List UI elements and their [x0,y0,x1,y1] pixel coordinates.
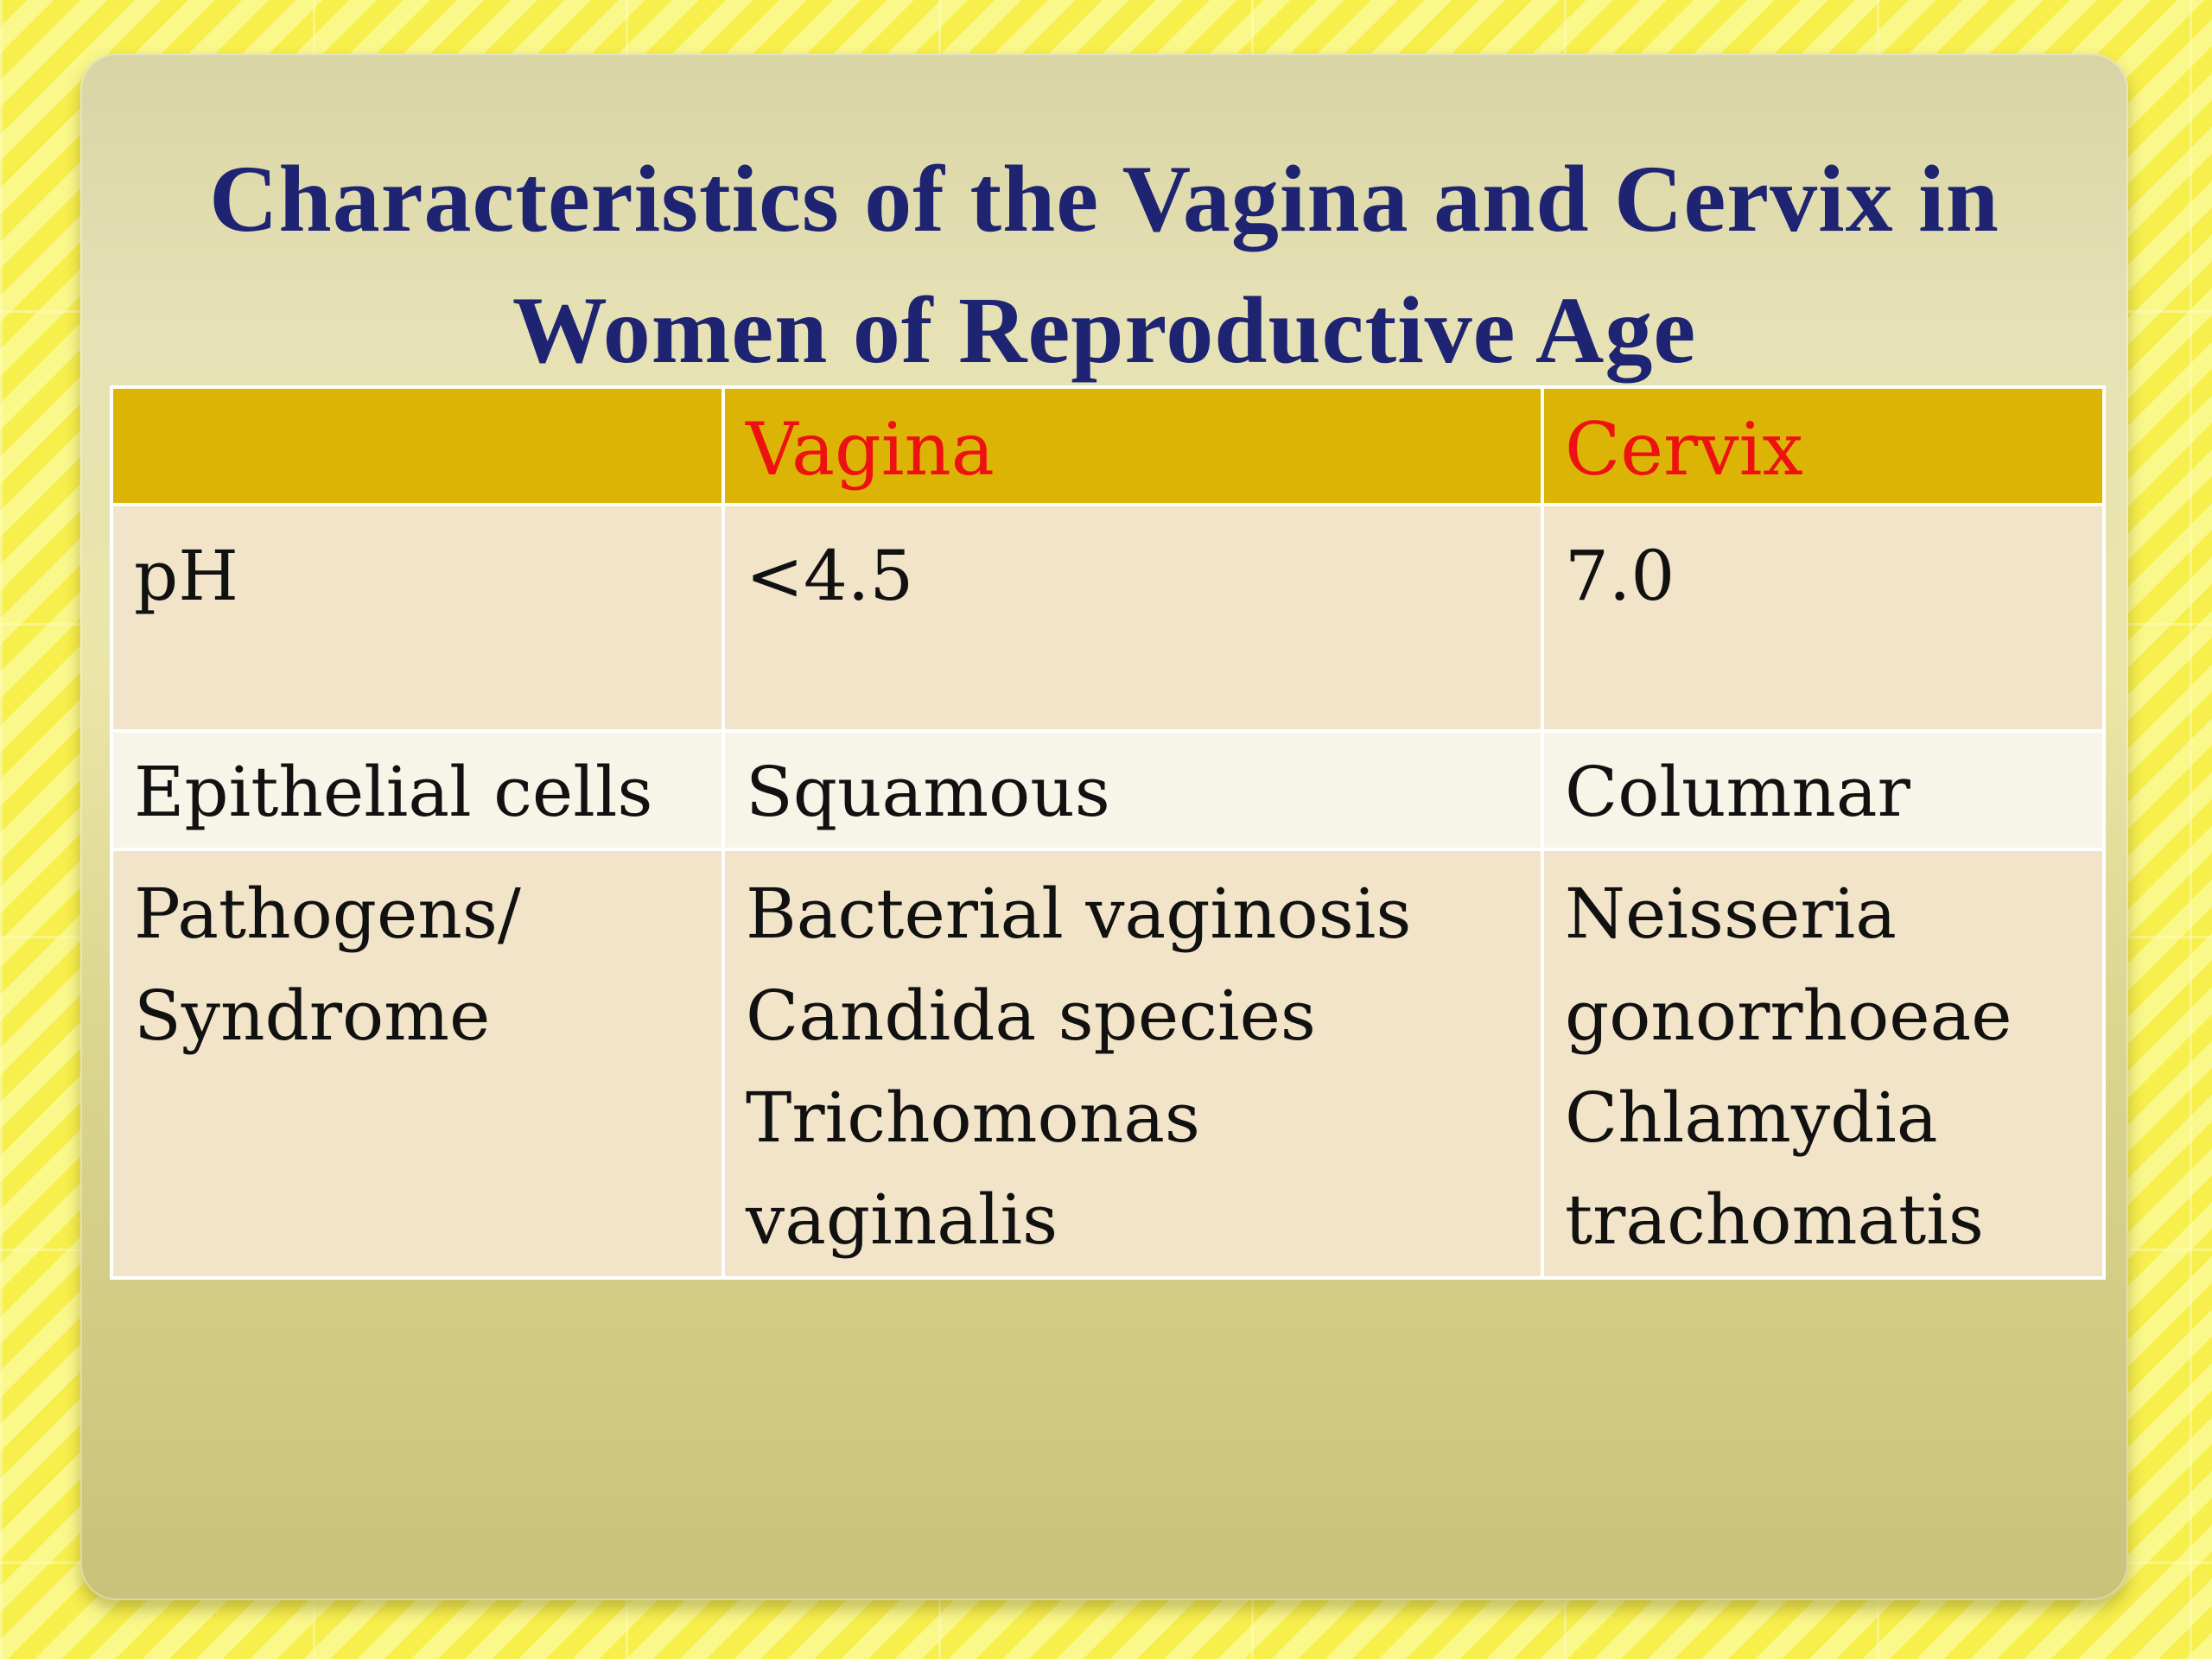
cell-line: Pathogens/ [134,874,521,954]
cell-line: Squamous [746,752,1110,832]
cell-line: <4.5 [746,536,914,616]
cell-line: Columnar [1565,752,1910,832]
row-label-pathogens [111,849,723,1278]
cell-line: trachomatis [1565,1179,1984,1260]
title-line-2: Women of Reproductive Age [512,277,1697,383]
characteristics-table [110,385,2106,1280]
row-label-epithelial [111,731,723,849]
cell-vagina-ph [723,505,1542,731]
slide-title [80,133,2128,396]
title-line-1: Characteristics of the Vagina and Cervix in [209,146,1999,251]
cell-line: Neisseria [1565,874,1897,954]
cell-cervix-epithelial [1542,731,2104,849]
cell-line: Bacterial vaginosis [746,874,1412,954]
cell-line: Epithelial cells [134,752,653,832]
cell-cervix-ph [1542,505,2104,731]
cell-cervix-pathogens [1542,849,2104,1278]
cell-vagina-epithelial [723,731,1542,849]
cell-line: vaginalis [746,1179,1058,1260]
cell-line: pH [134,536,238,616]
cell-line: 7.0 [1565,536,1675,616]
table-row-ph [111,505,2104,731]
cell-line: Candida species [746,976,1316,1056]
header-vagina: Vagina [723,387,1542,505]
row-label-ph [111,505,723,731]
cell-vagina-pathogens [723,849,1542,1278]
table-row-pathogens [111,849,2104,1278]
cell-line: Trichomonas [746,1077,1200,1158]
cell-line: Chlamydia [1565,1077,1938,1158]
header-empty-cell [111,387,723,505]
cell-line: gonorrhoeae [1565,976,2012,1056]
header-cervix: Cervix [1542,387,2104,505]
table-row-epithelial [111,731,2104,849]
table-header-row [111,387,2104,505]
cell-line: Syndrome [134,976,491,1056]
